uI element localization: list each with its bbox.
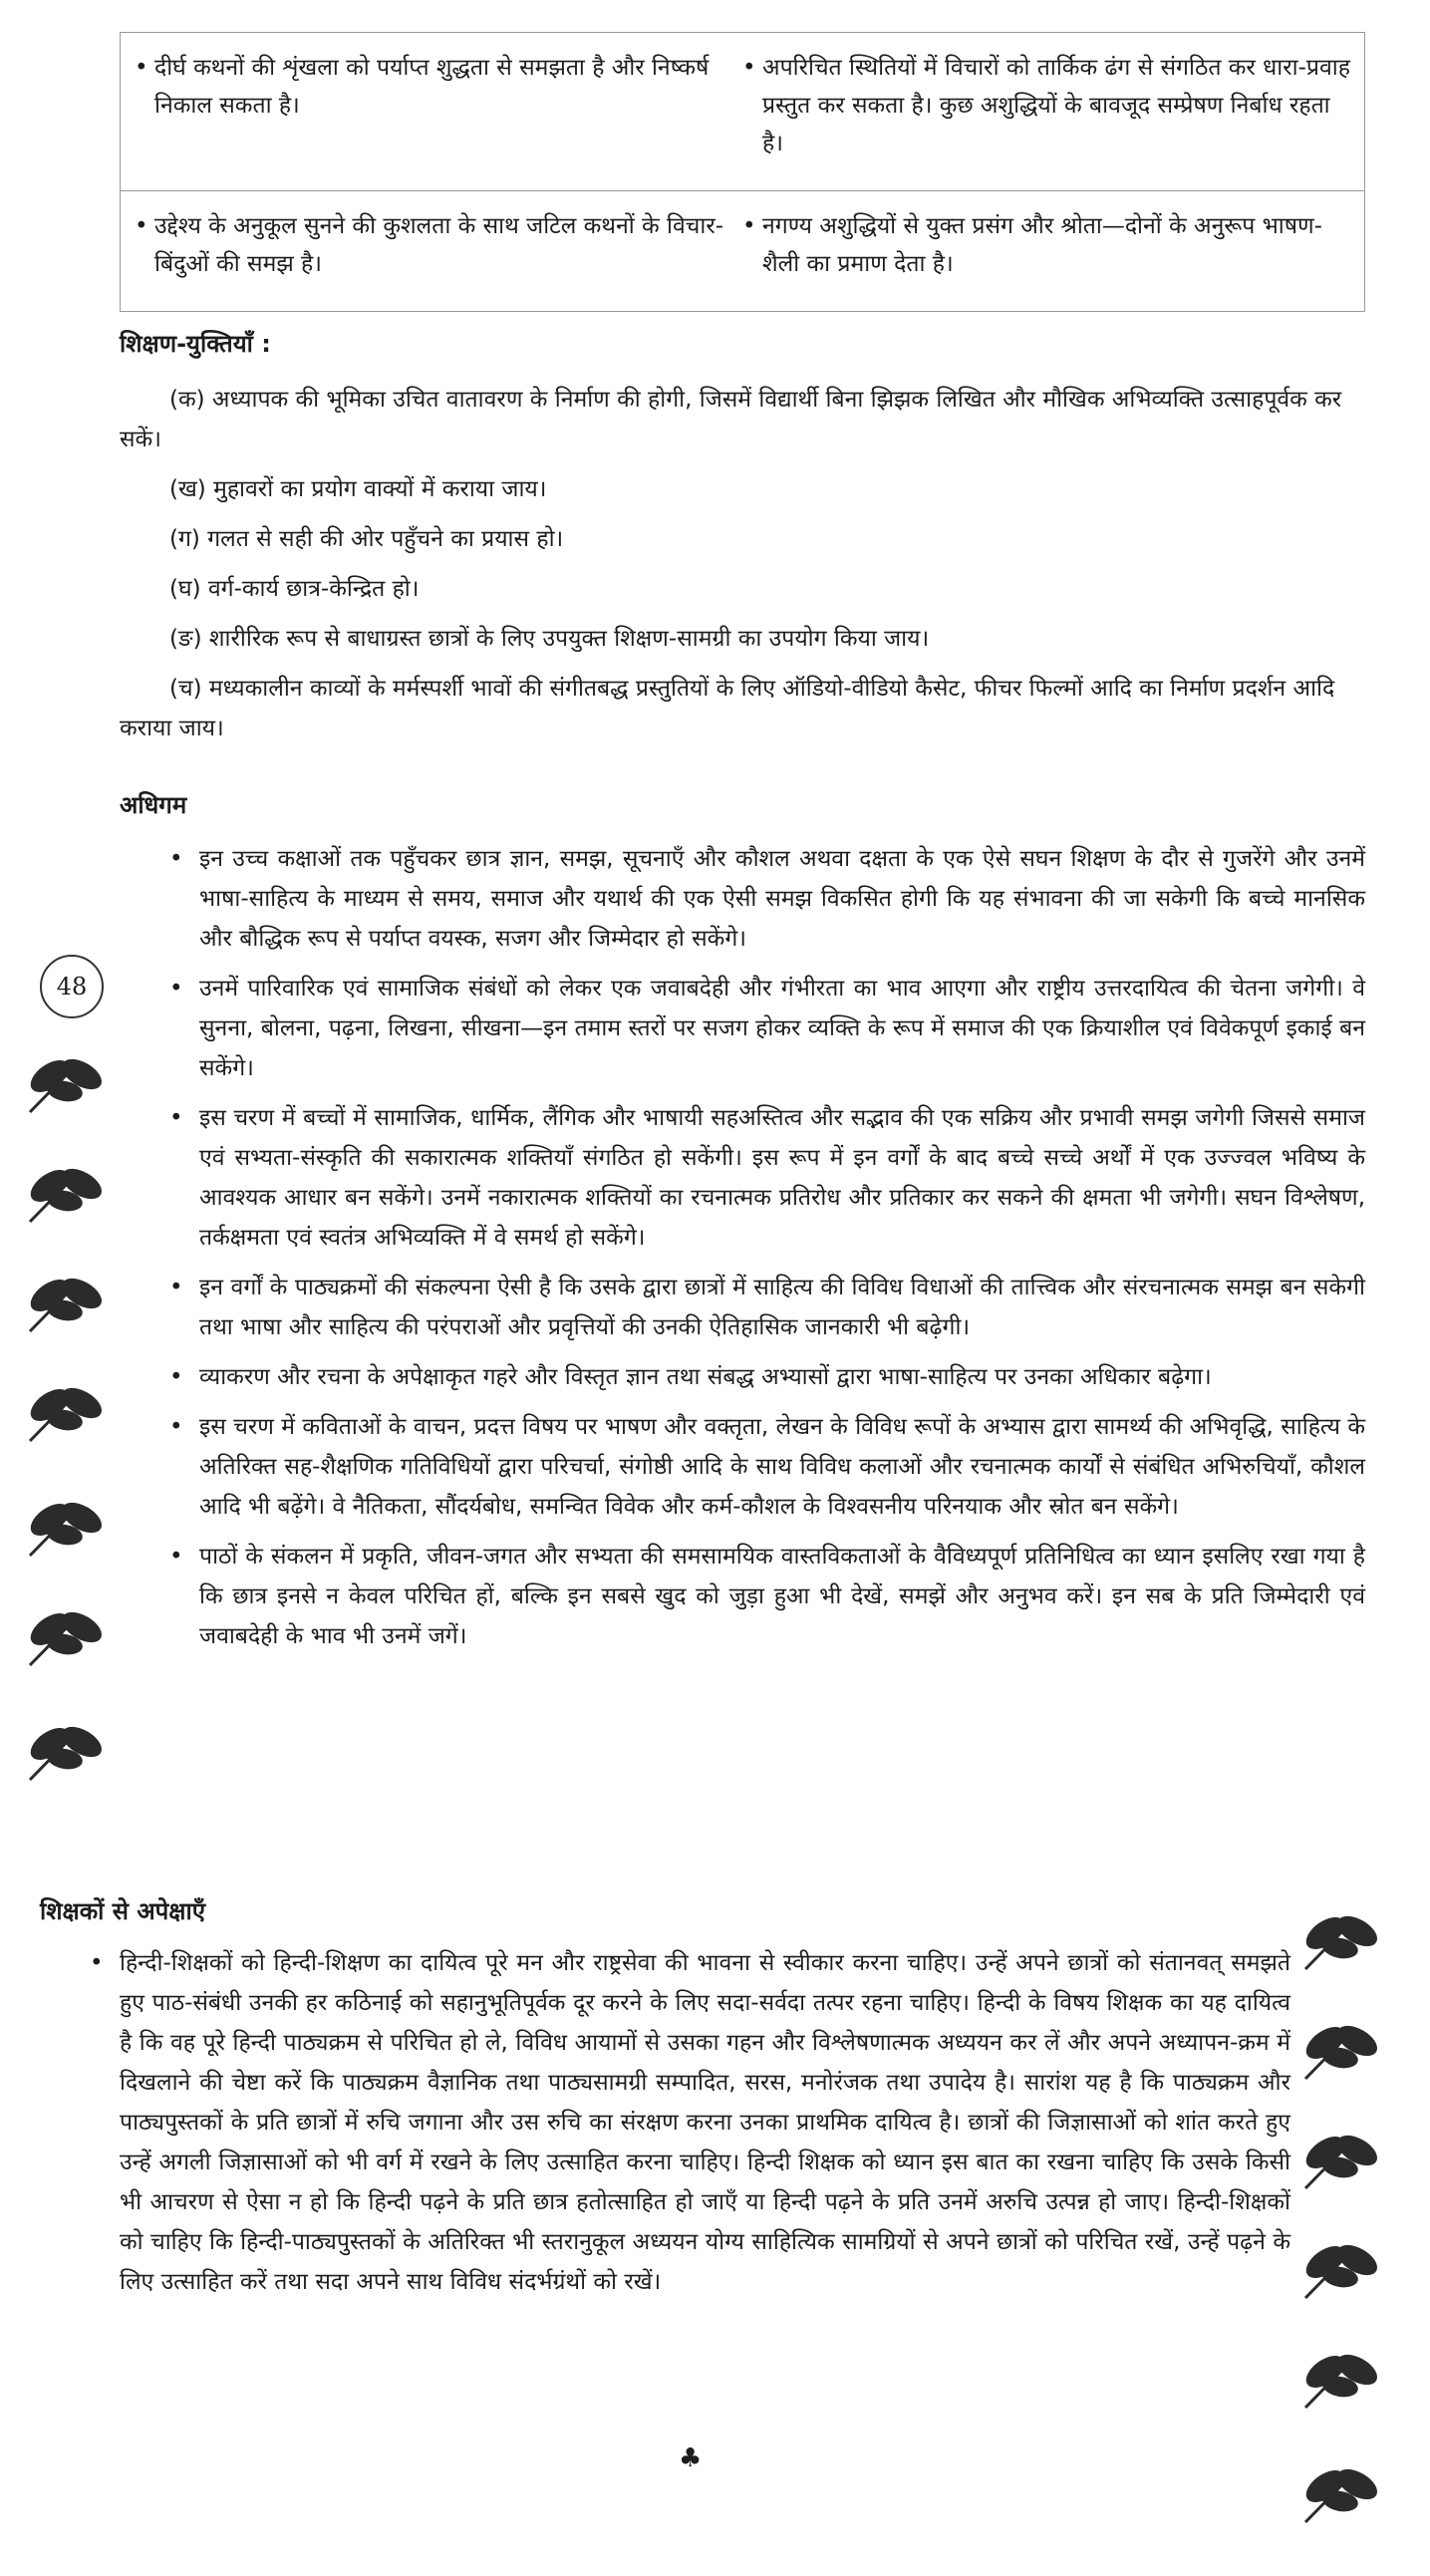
section-heading: अधिगम bbox=[120, 791, 187, 819]
leaf-icon bbox=[20, 1266, 120, 1335]
leaf-icon bbox=[20, 1599, 120, 1669]
bullet: • bbox=[169, 1414, 183, 1440]
bullet: • bbox=[742, 213, 756, 239]
bullet: • bbox=[135, 213, 148, 239]
leaf-icon bbox=[1295, 2342, 1395, 2412]
bullet: • bbox=[169, 1105, 183, 1131]
learning-list bbox=[120, 839, 1365, 1656]
leaf-icon bbox=[20, 1490, 120, 1560]
list-item bbox=[120, 839, 1365, 959]
table-cell bbox=[742, 33, 1365, 191]
bullet: • bbox=[90, 1950, 104, 1976]
strategy-item: (ख) मुहावरों का प्रयोग वाक्यों में कराया जाय। bbox=[169, 476, 547, 502]
list-item-text: उनमें पारिवारिक एवं सामाजिक संबंधों को लेकर एक जवाबदेही और गंभीरता का भाव आएगा और राष्ट्रीय उत्तरदायित्व की चेतना जगेगी। वे सुनना, बोलना, पढ़ना, लिखना, सीखना—इन तमाम स्तरों पर सजग होकर व्यक्ति के रूप में समाज की एक क्रियाशील एवं विवेकपूर्ण इकाई बन सकेंगे। bbox=[199, 976, 1365, 1081]
cell-text: उद्देश्य के अनुकूल सुनने की कुशलता के साथ जटिल कथनों के विचार-बिंदुओं की समझ है। bbox=[154, 213, 724, 277]
teacher-list bbox=[40, 1943, 1290, 2302]
learning-section bbox=[120, 785, 1365, 1666]
leaf-icon bbox=[1295, 2013, 1395, 2083]
section-heading: शिक्षकों से अपेक्षाएँ bbox=[40, 1897, 205, 1925]
outcomes-table bbox=[120, 32, 1365, 312]
cell-text: अपरिचित स्थितियों में विचारों को तार्किक ढंग से संगठित कर धारा-प्रवाह प्रस्तुत कर सकता है। कुछ अशुद्धियों के बावजूद सम्प्रेषण निर्बाध रहता है। bbox=[762, 55, 1350, 156]
table-cell bbox=[121, 33, 743, 191]
list-item-text: इन उच्च कक्षाओं तक पहुँचकर छात्र ज्ञान, समझ, सूचनाएँ और कौशल अथवा दक्षता के एक ऐसे सघन शिक्षण के दौर से गुजरेंगे और उनमें भाषा-साहित्य के माध्यम से समय, समाज और यथार्थ की एक ऐसी समझ विकसित होगी कि यह संभावना की जा सकेगी कि बच्चे मानसिक और बौद्धिक रूप से पर्याप्त वयस्क, सजग और जिम्मेदार हो सकेंगे। bbox=[199, 846, 1365, 952]
bullet: • bbox=[169, 1544, 183, 1570]
list-item-text: हिन्दी-शिक्षकों को हिन्दी-शिक्षण का दायित्व पूरे मन और राष्ट्रसेवा की भावना से स्वीकार करना चाहिए। उन्हें अपने छात्रों को संतानवत् समझते हुए पाठ-संबंधी उनकी हर कठिनाई को सहानुभूतिपूर्वक दूर करने के लिए सदा-सर्वदा तत्पर रहना चाहिए। हिन्दी के विषय शिक्षक का यह दायित्व है कि वह पूरे हिन्दी पाठ्यक्रम से परिचित हो ले, विविध आयामों से उसका गहन और विश्लेषणात्मक अध्ययन कर लें और अपने अध्यापन-क्रम में दिखलाने की चेष्टा करें कि पाठ्यक्रम वैज्ञानिक तथा पाठ्यसामग्री सम्पादित, सरस, मनोरंजक तथा उपादेय है। सारांश यह है कि पाठ्यक्रम और पाठ्यपुस्तकों के प्रति छात्रों में रुचि जगाना और उस रुचि का संरक्षण करना उनका प्राथमिक दायित्व है। छात्रों की जिज्ञासाओं को शांत करते हुए उन्हें अगली जिज्ञासाओं को भी वर्ग में रखने के लिए उत्साहित करना चाहिए। हिन्दी शिक्षक को ध्यान इस बात का रखना चाहिए कि उसके किसी भी आचरण से ऐसा न हो कि हिन्दी पढ़ने के प्रति छात्र हतोत्साहित हो जाएँ या हिन्दी पढ़ने के प्रति उनमें अरुचि उत्पन्न हो जाए। हिन्दी-शिक्षकों को चाहिए कि हिन्दी-पाठ्यपुस्तकों के अतिरिक्त भी स्तरानुकूल अध्ययन योग्य साहित्यिक सामग्रियों से अपने छात्रों को परिचित रखें, उन्हें पढ़ने के लिए उत्साहित करें तथा सदा अपने साथ विविध संदर्भग्रंथों को रखें। bbox=[120, 1950, 1290, 2295]
list-item-text: इन वर्गों के पाठ्यक्रमों की संकल्पना ऐसी है कि उसके द्वारा छात्रों में साहित्य की विविध विधाओं की तात्त्विक और संरचनात्मक समझ बन सकेगी तथा भाषा और साहित्य की परंपराओं और प्रवृत्तियों की उनकी ऐतिहासिक जानकारी भी बढ़ेगी। bbox=[199, 1275, 1365, 1340]
strategy-item: (ग) गलत से सही की ओर पहुँचने का प्रयास हो। bbox=[169, 526, 564, 552]
page-number: 48 bbox=[40, 955, 104, 1018]
bullet: • bbox=[169, 1275, 183, 1300]
list-item bbox=[120, 1098, 1365, 1258]
leaf-icon bbox=[1295, 1903, 1395, 1973]
leaf-icon bbox=[20, 1046, 120, 1116]
strategy-item: (घ) वर्ग-कार्य छात्र-केन्द्रित हो। bbox=[169, 576, 420, 602]
list-item bbox=[120, 1268, 1365, 1347]
table-cell bbox=[121, 191, 743, 312]
leaf-icon bbox=[1295, 2232, 1395, 2302]
bullet: • bbox=[135, 55, 148, 81]
cell-text: दीर्घ कथनों की शृंखला को पर्याप्त शुद्धता से समझता है और निष्कर्ष निकाल सकता है। bbox=[154, 55, 710, 119]
table-row bbox=[121, 191, 1365, 312]
strategy-item: (क) अध्यापक की भूमिका उचित वातावरण के निर्माण की होगी, जिसमें विद्यार्थी बिना झिझक लिखित और मौखिक अभिव्यक्ति उत्साहपूर्वक कर सकें। bbox=[120, 387, 1342, 452]
bullet: • bbox=[742, 55, 756, 81]
list-item bbox=[120, 1407, 1365, 1527]
leaf-icon bbox=[20, 1375, 120, 1445]
end-ornament: ♣ bbox=[679, 2443, 703, 2473]
bullet: • bbox=[169, 1364, 183, 1390]
teacher-expectations-section bbox=[40, 1891, 1290, 2312]
bullet: • bbox=[169, 976, 183, 1002]
list-item bbox=[120, 969, 1365, 1088]
table-cell bbox=[742, 191, 1365, 312]
list-item bbox=[120, 1357, 1365, 1397]
list-item-text: व्याकरण और रचना के अपेक्षाकृत गहरे और विस्तृत ज्ञान तथा संबद्ध अभ्यासों द्वारा भाषा-साहित्य पर उनका अधिकार बढ़ेगा। bbox=[199, 1364, 1212, 1390]
strategy-item: (ङ) शारीरिक रूप से बाधाग्रस्त छात्रों के लिए उपयुक्त शिक्षण-सामग्री का उपयोग किया जाय। bbox=[169, 626, 930, 652]
bullet: • bbox=[169, 846, 183, 872]
list-item bbox=[120, 1537, 1365, 1656]
list-item bbox=[40, 1943, 1290, 2302]
leaf-icon bbox=[20, 1156, 120, 1226]
table-row bbox=[121, 33, 1365, 191]
list-item-text: इस चरण में कविताओं के वाचन, प्रदत्त विषय पर भाषण और वक्तृता, लेखन के विविध रूपों के अभ्यास द्वारा सामर्थ्य की अभिवृद्धि, साहित्य के अतिरिक्त सह-शैक्षणिक गतिविधियों द्वारा परिचर्चा, संगोष्ठी आदि के साथ विविध कलाओं और रचनात्मक कार्यों से संबंधित अभिरुचियाँ, कौशल आदि भी बढ़ेंगे। वे नैतिकता, सौंदर्यबोध, समन्वित विवेक और कर्म-कौशल के विश्वसनीय परिनयाक और स्रोत बन सकेंगे। bbox=[199, 1414, 1365, 1520]
strategy-item: (च) मध्यकालीन काव्यों के मर्मस्पर्शी भावों की संगीतबद्ध प्रस्तुतियों के लिए ऑडियो-वीडियो कैसेट, फीचर फिल्मों आदि का निर्माण प्रदर्शन आदि कराया जाय। bbox=[120, 676, 1335, 741]
cell-text: नगण्य अशुद्धियों से युक्त प्रसंग और श्रोता—दोनों के अनुरूप भाषण-शैली का प्रमाण देता है। bbox=[762, 213, 1322, 277]
list-item-text: इस चरण में बच्चों में सामाजिक, धार्मिक, लैंगिक और भाषायी सहअस्तित्व और सद्भाव की एक सक्रिय और प्रभावी समझ जगेगी जिससे समाज एवं सभ्यता-संस्कृति की सकारात्मक शक्तियाँ संगठित हो सकेंगी। इस रूप में इन वर्गों के बाद बच्चे सच्चे अर्थों में एक उज्ज्वल भविष्य के आवश्यक आधार बन सकेंगे। उनमें नकारात्मक शक्तियों का रचनात्मक प्रतिरोध और प्रतिकार कर सकने की क्षमता भी जगेगी। सघन विश्लेषण, तर्कक्षमता एवं स्वतंत्र अभिव्यक्ति में वे समर्थ हो सकेंगे। bbox=[199, 1105, 1365, 1251]
leaf-icon bbox=[1295, 2456, 1395, 2526]
leaf-icon bbox=[1295, 2123, 1395, 2192]
section-heading: शिक्षण-युक्तियाँ : bbox=[120, 330, 271, 358]
list-item-text: पाठों के संकलन में प्रकृति, जीवन-जगत और सभ्यता की समसामयिक वास्तविकताओं के वैविध्यपूर्ण प्रतिनिधित्व का ध्यान इसलिए रखा गया है कि छात्र इनसे न केवल परिचित हों, बल्कि इन सबसे खुद को जुड़ा हुआ भी देखें, समझें और अनुभव करें। इन सब के प्रति जिम्मेदारी एवं जवाबदेही के भाव भी उनमें जगें। bbox=[199, 1544, 1365, 1649]
leaf-icon bbox=[20, 1714, 120, 1784]
teaching-strategies-section bbox=[120, 324, 1365, 758]
